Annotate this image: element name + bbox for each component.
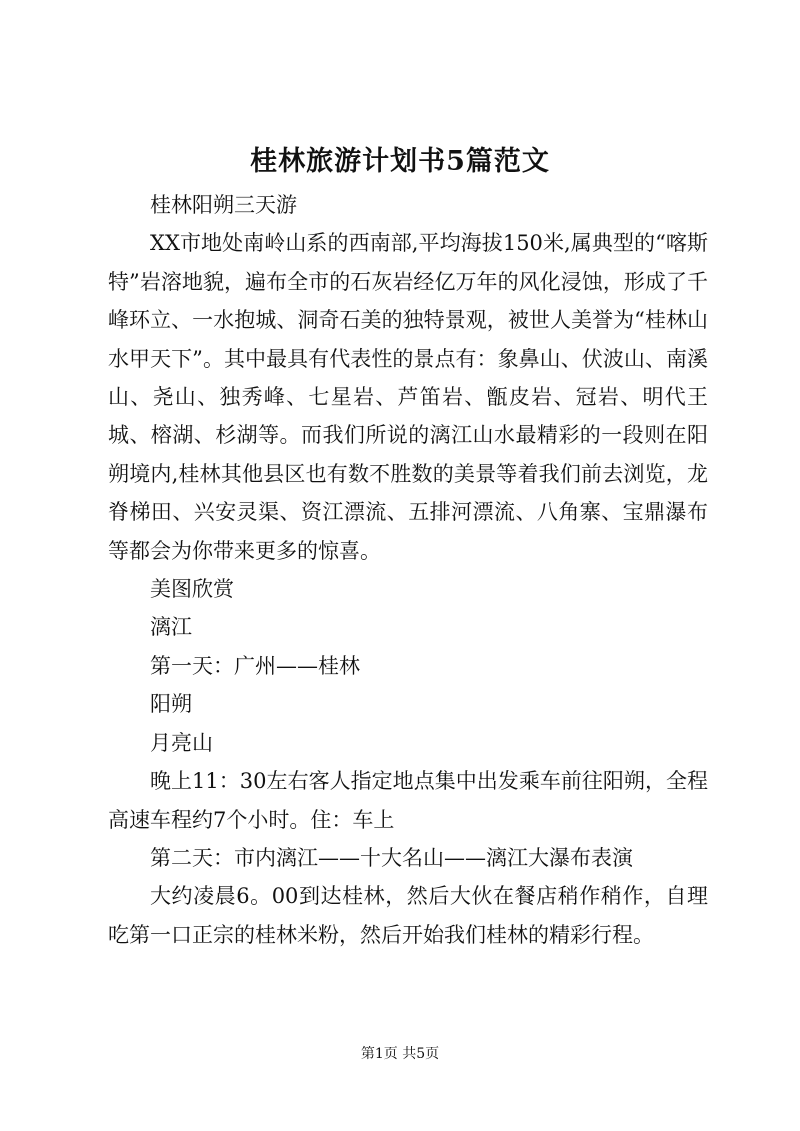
document-body bbox=[108, 186, 708, 954]
paragraph-evening-departure: 晚上11：30左右客人指定地点集中出发乘车前往阳朔，全程高速车程约7个小时。住：车上 bbox=[108, 769, 708, 832]
paragraph-intro: XX市地处南岭山系的西南部,平均海拔150米,属典型的“喀斯特”岩溶地貌，遍布全市的石灰岩经亿万年的风化浸蚀，形成了千峰环立、一水抱城、洞奇石美的独特景观，被世人美誉为“桂林山水甲天下”。其中最具有代表性的景点有：象鼻山、伏波山、南溪山、尧山、独秀峰、七星岩、芦笛岩、甑皮岩、冠岩、明代王城、榕湖、杉湖等。而我们所说的漓江山水最精彩的一段则在阳朔境内,桂林其他县区也有数不胜数的美景等着我们前去浏览，龙脊梯田、兴安灵渠、资江漂流、五排河漂流、八角寨、宝鼎瀑布等都会为你带来更多的惊喜。 bbox=[108, 231, 708, 563]
paragraph-photo-heading: 美图欣赏 bbox=[150, 577, 234, 602]
paragraph-lijiang: 漓江 bbox=[150, 615, 192, 640]
paragraph-subtitle: 桂林阳朔三天游 bbox=[150, 193, 297, 217]
page-number-footer: 第1页 共5页 bbox=[360, 1046, 440, 1062]
page-title: 桂林旅游计划书5篇范文 bbox=[250, 146, 550, 177]
paragraph-day-one: 第一天：广州——桂林 bbox=[150, 653, 360, 678]
paragraph-moon-hill: 月亮山 bbox=[150, 730, 213, 755]
paragraph-yangshuo: 阳朔 bbox=[150, 692, 192, 717]
paragraph-arrival: 大约凌晨6。00到达桂林，然后大伙在餐店稍作稍作，自理吃第一口正宗的桂林米粉，然后开始我们桂林的精彩行程。 bbox=[108, 884, 708, 947]
paragraph-day-two: 第二天：市内漓江——十大名山——漓江大瀑布表演 bbox=[150, 845, 633, 870]
